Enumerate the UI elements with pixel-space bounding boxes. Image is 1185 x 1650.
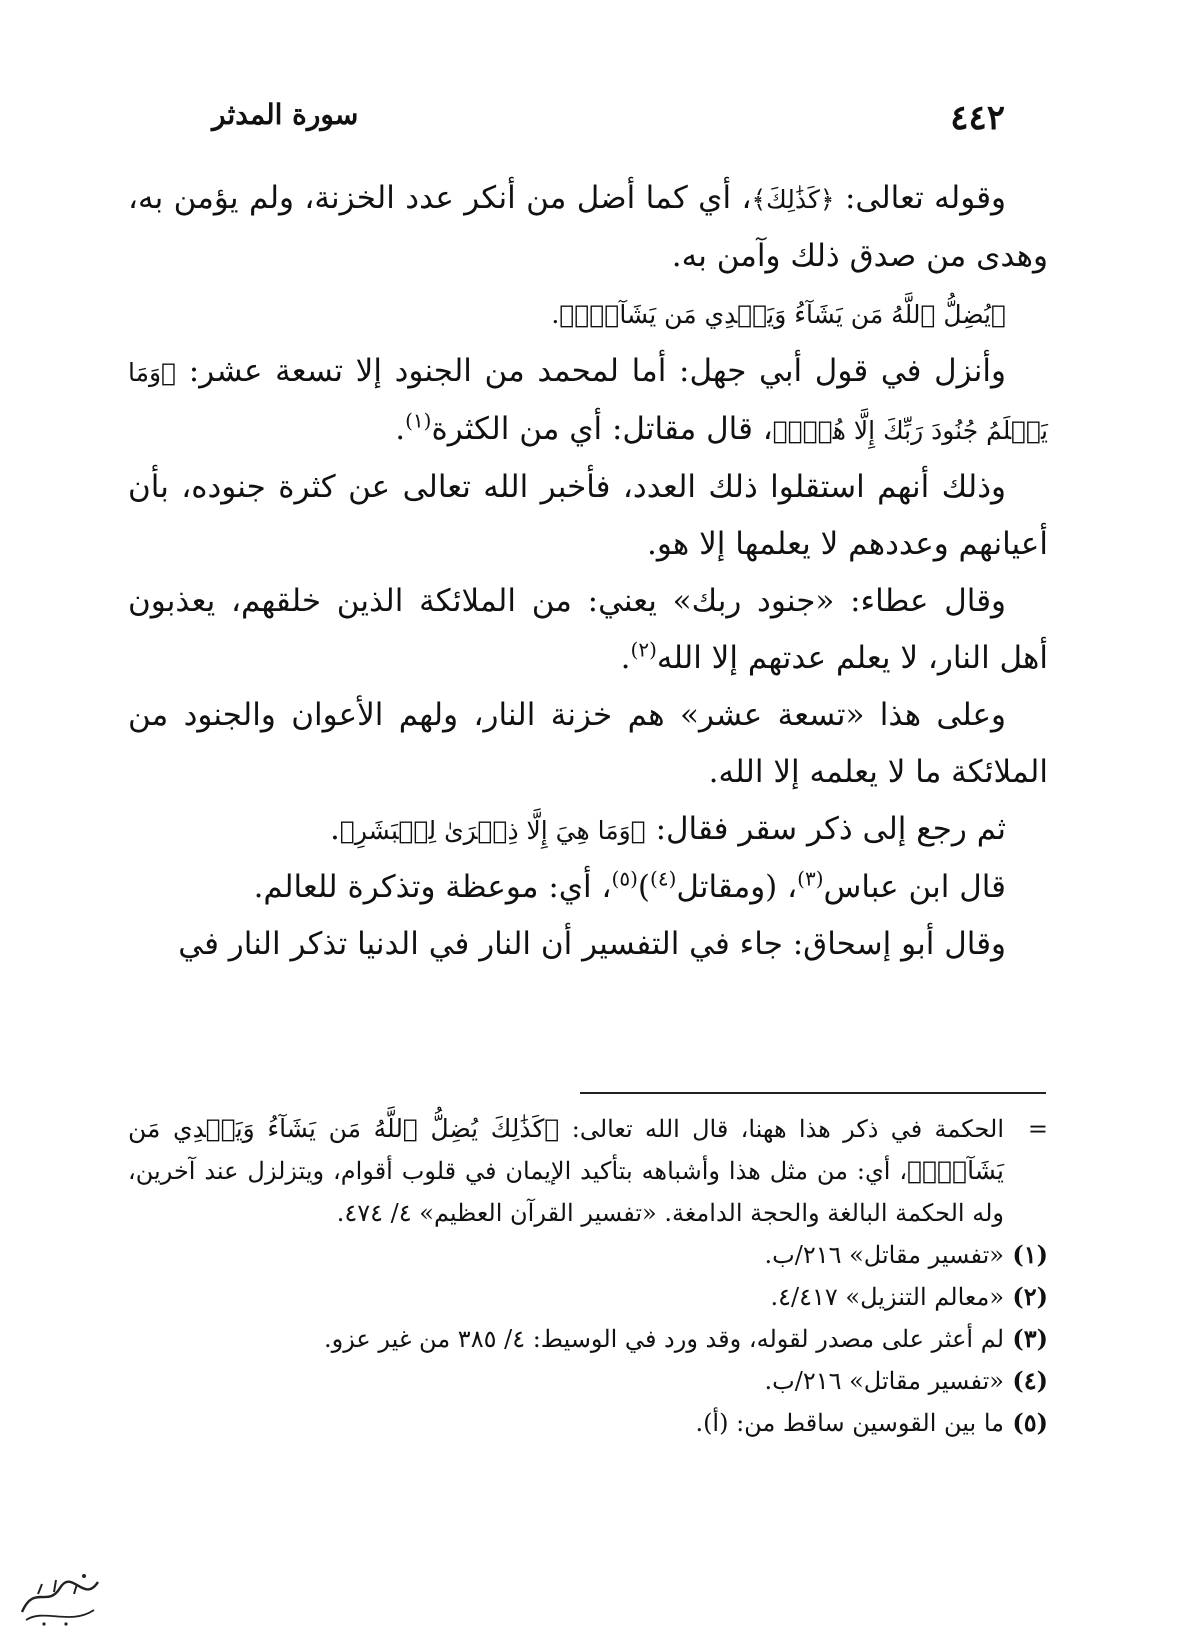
page-header: [0, 92, 1185, 142]
footnote-number: (٤): [1012, 1366, 1048, 1395]
text-run: وقوله تعالى:: [834, 180, 1006, 216]
text-run: ، قال مقاتل: أي من الكثرة: [431, 411, 773, 447]
quran-verse: ﴿كَذَٰلِكَ يُضِلُّ ٱللَّهُ مَن يَشَآءُ وَيَهۡدِي مَن يَشَآءُۚ﴾: [128, 1114, 1004, 1185]
surah-title: سورة المدثر: [212, 98, 359, 131]
footnote-number: (١): [1012, 1240, 1048, 1269]
paragraph-4: وذلك أنهم استقلوا ذلك العدد، فأخبر الله تعالى عن كثرة جنوده، بأن أعيانهم وعددهم لا يعلمها إلا هو.: [128, 469, 1048, 562]
footnote-text: [128, 1108, 1004, 1234]
text-run: قال ابن عباس: [823, 869, 1006, 905]
footnote-item: [128, 1318, 1048, 1360]
footnotes: [128, 1108, 1048, 1444]
footnote-number: (٥): [1012, 1408, 1048, 1437]
footnote-text: لم أعثر على مصدر لقوله، وقد ورد في الوسيط: ٤/ ٣٨٥ من غير عزو.: [323, 1325, 1004, 1353]
text-run: وقال عطاء: «جنود ربك» يعني: من الملائكة الذين خلقهم، يعذبون أهل النار، لا يعلم عدتهم إلا الله: [128, 583, 1048, 676]
paragraph-9: وقال أبو إسحاق: جاء في التفسير أن النار في الدنيا تذكر النار في: [178, 926, 1006, 962]
paragraph-1: [128, 170, 1048, 285]
footnote-reference[interactable]: (٢): [630, 637, 657, 662]
text-run: ): [637, 869, 650, 905]
continuation-marker: =: [1027, 1115, 1048, 1143]
footnote-item: [128, 1276, 1048, 1318]
footnote-text: «تفسير مقاتل» ٢١٦/ب.: [764, 1367, 1004, 1395]
text-run: ، أي كما أضل من أنكر عدد الخزنة، ولم يؤمن به، وهدى من صدق ذلك وآمن به.: [128, 180, 1048, 274]
paragraph-7: [128, 801, 1048, 859]
text-run: .: [330, 811, 340, 847]
footnote-item: [128, 1402, 1048, 1444]
quran-verse: ﴿وَمَا هِيَ إِلَّا ذِكۡرَىٰ لِلۡبَشَرِ﴾: [339, 816, 646, 845]
quran-verse: ﴿كَذَٰلِكَ﴾: [751, 185, 835, 214]
text-run: ، (ومقاتل: [676, 869, 798, 905]
text-run: .: [395, 411, 406, 447]
almoshkat-logo-icon: [14, 1564, 104, 1630]
footnote-reference[interactable]: (٤): [650, 866, 677, 891]
text-run: ، أي: من مثل هذا وأشباهه بتأكيد الإيمان في قلوب أقوام، ويتزلزل عند آخرين، وله الحكمة البالغة والحجة الدامغة. «تفسير القرآن العظيم» ٤/ ٤٧٤.: [128, 1157, 1004, 1227]
footnote-item: [128, 1234, 1048, 1276]
main-text: [128, 170, 1048, 973]
footnote-reference[interactable]: (٣): [797, 866, 824, 891]
paragraph-8: [128, 859, 1048, 916]
paragraph-3: [128, 343, 1048, 459]
quran-verse: ﴿يُضِلُّ ٱللَّهُ مَن يَشَآءُ وَيَهۡدِي مَن يَشَآءُۚ﴾.: [551, 300, 1006, 329]
paragraph-5: [128, 573, 1048, 687]
page-number: ٤٤٢: [950, 98, 1005, 138]
footnote-text: «تفسير مقاتل» ٢١٦/ب.: [764, 1241, 1004, 1269]
footnote-number: (٣): [1012, 1324, 1048, 1353]
paragraph-6: وعلى هذا «تسعة عشر» هم خزنة النار، ولهم الأعوان والجنود من الملائكة ما لا يعلمه إلا الله.: [128, 697, 1048, 790]
footnote-divider: [580, 1092, 1046, 1094]
footnote-text: ما بين القوسين ساقط من: (أ).: [695, 1409, 1004, 1437]
text-run: .: [620, 640, 631, 676]
text-run: وأنزل في قول أبي جهل: أما لمحمد من الجنود إلا تسعة عشر:: [176, 353, 1006, 389]
footnote-reference[interactable]: (٥): [611, 866, 638, 891]
paragraph-2: [128, 285, 1048, 343]
footnote-number: (٢): [1012, 1282, 1048, 1311]
footnote-reference[interactable]: (١): [405, 408, 432, 433]
footnote-continuation: [128, 1108, 1048, 1234]
footnote-item: [128, 1360, 1048, 1402]
text-run: ثم رجع إلى ذكر سقر فقال:: [645, 811, 1006, 847]
text-run: الحكمة في ذكر هذا ههنا، قال الله تعالى:: [559, 1115, 1005, 1143]
quran-verse: ﴿وَمَا يَعۡلَمُ جُنُودَ رَبِّكَ إِلَّا هُوَۚ﴾: [128, 358, 1048, 445]
footnote-text: «معالم التنزيل» ٤/٤١٧.: [770, 1283, 1004, 1311]
text-run: ، أي: موعظة وتذكرة للعالم.: [253, 869, 612, 905]
